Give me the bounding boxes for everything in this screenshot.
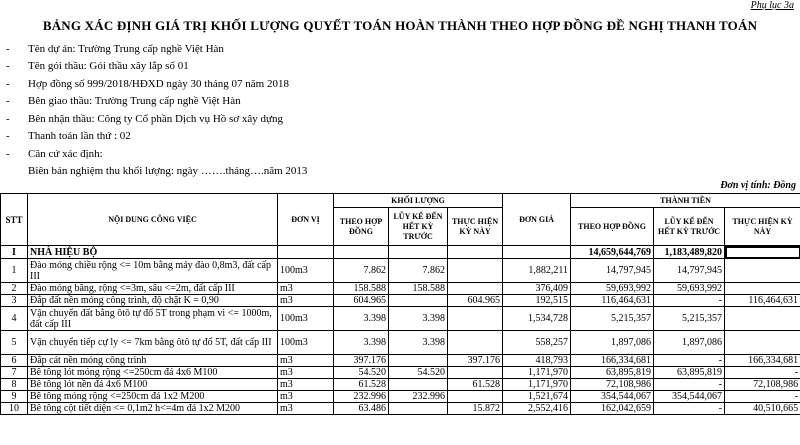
row-unit-price[interactable]: 192,515 xyxy=(503,295,571,307)
row-amt-this[interactable]: 166,334,681 xyxy=(725,355,800,367)
row-stt[interactable]: 9 xyxy=(1,391,28,403)
table-row xyxy=(1,307,800,331)
row-unit[interactable]: 100m3 xyxy=(278,307,334,331)
row-amt-this[interactable]: 40,510,665 xyxy=(725,403,800,415)
row-amt-contract[interactable]: 162,042,659 xyxy=(571,403,654,415)
row-vol-this[interactable] xyxy=(448,307,503,331)
bullet-dash: - xyxy=(6,95,10,108)
row-vol-prev[interactable]: 158.588 xyxy=(389,283,448,295)
row-amt-prev[interactable]: 63,895,819 xyxy=(654,367,725,379)
row-vol-this[interactable] xyxy=(448,283,503,295)
row-vol-this[interactable]: 397.176 xyxy=(448,355,503,367)
row-unit[interactable]: m3 xyxy=(278,379,334,391)
row-vol-contract[interactable]: 604.965 xyxy=(334,295,389,307)
bullet-dash: - xyxy=(6,42,10,55)
row-vol-contract[interactable]: 232.996 xyxy=(334,391,389,403)
header-stt: STT xyxy=(1,194,28,246)
info-row xyxy=(6,58,307,76)
row-description[interactable]: Đào móng chiều rộng <= 10m bằng máy đào 0,8m3, đất cấp III xyxy=(28,259,278,283)
row-amt-this[interactable] xyxy=(725,307,800,331)
info-row xyxy=(6,163,307,181)
table-row xyxy=(1,295,800,307)
row-vol-this[interactable] xyxy=(448,259,503,283)
row-amt-contract[interactable]: 116,464,631 xyxy=(571,295,654,307)
row-amt-prev[interactable]: 5,215,357 xyxy=(654,307,725,331)
row-vol-this[interactable] xyxy=(448,367,503,379)
row-vol-prev[interactable]: 54.520 xyxy=(389,367,448,379)
row-vol-this[interactable]: 15.872 xyxy=(448,403,503,415)
info-text: Biên bản nghiệm thu khối lượng: ngày …….tháng….năm 2013 xyxy=(28,165,308,178)
row-unit-price[interactable]: 1,882,211 xyxy=(503,259,571,283)
row-vol-this[interactable]: 61.528 xyxy=(448,379,503,391)
row-amt-prev[interactable]: 354,544,067 xyxy=(654,391,725,403)
info-row xyxy=(6,40,307,58)
row-vol-contract[interactable]: 61.528 xyxy=(334,379,389,391)
table-row xyxy=(1,283,800,295)
row-amt-this[interactable] xyxy=(725,331,800,355)
table-cell[interactable] xyxy=(389,246,448,259)
row-vol-prev[interactable] xyxy=(389,379,448,391)
row-description[interactable]: Bê tông cột tiết diện <= 0,1m2 h<=4m đá 1x2 M200 xyxy=(28,403,278,415)
row-stt[interactable]: 6 xyxy=(1,355,28,367)
row-unit-price[interactable]: 2,552,416 xyxy=(503,403,571,415)
row-amt-prev[interactable]: 14,797,945 xyxy=(654,259,725,283)
payment-table xyxy=(0,193,800,415)
section-stt[interactable]: I xyxy=(1,246,28,259)
section-row xyxy=(1,246,800,259)
row-vol-prev[interactable]: 7.862 xyxy=(389,259,448,283)
header-unit: ĐƠN VỊ xyxy=(278,194,334,246)
header-amt-this: THỰC HIỆN KỲ NÀY xyxy=(725,208,800,246)
table-row xyxy=(1,379,800,391)
header-vol-this: THỰC HIỆN KỲ NÀY xyxy=(448,208,503,246)
row-amt-contract[interactable]: 63,895,819 xyxy=(571,367,654,379)
row-stt[interactable]: 10 xyxy=(1,403,28,415)
row-stt[interactable]: 1 xyxy=(1,259,28,283)
row-description[interactable]: Đắp cát nền móng công trình xyxy=(28,355,278,367)
row-amt-this[interactable]: 72,108,986 xyxy=(725,379,800,391)
row-amt-prev[interactable]: 1,897,086 xyxy=(654,331,725,355)
row-vol-this[interactable] xyxy=(448,391,503,403)
currency-unit-note: Đơn vị tính: Đồng xyxy=(720,180,796,191)
header-amount: THÀNH TIỀN xyxy=(571,194,800,208)
row-vol-prev[interactable] xyxy=(389,403,448,415)
row-amt-prev[interactable]: - xyxy=(654,295,725,307)
info-row xyxy=(6,75,307,93)
header-volume: KHỐI LƯỢNG xyxy=(334,194,503,208)
section-amt-prev[interactable]: 1,183,489,820 xyxy=(654,246,725,259)
row-stt[interactable]: 5 xyxy=(1,331,28,355)
section-amt-contract[interactable]: 14,659,644,769 xyxy=(571,246,654,259)
row-stt[interactable]: 4 xyxy=(1,307,28,331)
bullet-dash: - xyxy=(6,112,10,125)
row-unit[interactable]: m3 xyxy=(278,367,334,379)
row-amt-this[interactable]: - xyxy=(725,367,800,379)
row-amt-contract[interactable]: 1,897,086 xyxy=(571,331,654,355)
row-amt-contract[interactable]: 14,797,945 xyxy=(571,259,654,283)
row-unit[interactable]: 100m3 xyxy=(278,259,334,283)
row-unit-price[interactable]: 1,521,674 xyxy=(503,391,571,403)
header-vol-contract: THEO HỢP ĐỒNG xyxy=(334,208,389,246)
row-amt-contract[interactable]: 59,693,992 xyxy=(571,283,654,295)
row-amt-prev[interactable]: - xyxy=(654,355,725,367)
document-title: BẢNG XÁC ĐỊNH GIÁ TRỊ KHỐI LƯỢNG QUYẾT TOÁN HOÀN THÀNH THEO HỢP ĐỒNG ĐỀ NGHỊ THANH TOÁN xyxy=(42,18,758,33)
header-content: NỘI DUNG CÔNG VIỆC xyxy=(28,194,278,246)
row-vol-this[interactable] xyxy=(448,331,503,355)
row-description[interactable]: Đắp đất nền móng công trình, độ chặt K = 0,90 xyxy=(28,295,278,307)
info-row xyxy=(6,145,307,163)
row-amt-contract[interactable]: 166,334,681 xyxy=(571,355,654,367)
section-name[interactable]: NHÀ HIỆU BỘ xyxy=(28,246,278,259)
row-vol-prev[interactable] xyxy=(389,355,448,367)
table-cell[interactable] xyxy=(503,246,571,259)
row-unit[interactable]: m3 xyxy=(278,283,334,295)
row-vol-contract[interactable]: 7.862 xyxy=(334,259,389,283)
row-unit[interactable]: m3 xyxy=(278,391,334,403)
table-cell[interactable] xyxy=(334,246,389,259)
row-unit-price[interactable]: 1,171,970 xyxy=(503,379,571,391)
bullet-dash: - xyxy=(6,60,10,73)
info-text: Căn cứ xác định: xyxy=(28,147,103,160)
row-description[interactable]: Bê tông lót móng rộng <=250cm đá 4x6 M100 xyxy=(28,367,278,379)
row-unit[interactable]: m3 xyxy=(278,403,334,415)
row-unit-price[interactable]: 376,409 xyxy=(503,283,571,295)
row-vol-contract[interactable]: 158.588 xyxy=(334,283,389,295)
row-unit-price[interactable]: 558,257 xyxy=(503,331,571,355)
row-vol-this[interactable]: 604.965 xyxy=(448,295,503,307)
row-description[interactable]: Đào móng băng, rộng <=3m, sâu <=2m, đất cấp III xyxy=(28,283,278,295)
row-description[interactable]: Vận chuyển đất bằng ôtô tự đổ 5T trong phạm vi <= 1000m, đất cấp III xyxy=(28,307,278,331)
row-amt-contract[interactable]: 72,108,986 xyxy=(571,379,654,391)
header-vol-prev: LŨY KẾ ĐẾN HẾT KỲ TRƯỚC xyxy=(389,208,448,246)
row-amt-prev[interactable]: - xyxy=(654,379,725,391)
row-amt-this[interactable] xyxy=(725,283,800,295)
selected-cell[interactable] xyxy=(725,246,800,259)
row-amt-contract[interactable]: 5,215,357 xyxy=(571,307,654,331)
table-row xyxy=(1,391,800,403)
row-unit-price[interactable]: 418,793 xyxy=(503,355,571,367)
header-price: ĐƠN GIÁ xyxy=(503,194,571,246)
row-vol-prev[interactable]: 232.996 xyxy=(389,391,448,403)
row-amt-this[interactable]: 116,464,631 xyxy=(725,295,800,307)
info-text: Bên giao thầu: Trường Trung cấp nghề Việt Hàn xyxy=(28,95,241,108)
table-row xyxy=(1,355,800,367)
row-vol-prev[interactable]: 3.398 xyxy=(389,331,448,355)
info-row xyxy=(6,110,307,128)
info-row xyxy=(6,128,307,146)
bullet-dash: - xyxy=(6,77,10,90)
row-amt-contract[interactable]: 354,544,067 xyxy=(571,391,654,403)
row-vol-prev[interactable]: 3.398 xyxy=(389,307,448,331)
row-amt-this[interactable] xyxy=(725,259,800,283)
table-cell[interactable] xyxy=(278,246,334,259)
row-unit-price[interactable]: 1,171,970 xyxy=(503,367,571,379)
row-amt-this[interactable]: - xyxy=(725,391,800,403)
info-text: Hợp đồng số 999/2018/HĐXD ngày 30 tháng 07 năm 2018 xyxy=(28,77,289,90)
project-info xyxy=(6,40,307,180)
table-cell[interactable] xyxy=(448,246,503,259)
info-text: Bên nhận thầu: Công ty Cổ phần Dịch vụ Hồ sơ xây dựng xyxy=(28,112,283,125)
appendix-label: Phụ lục 3a xyxy=(750,0,794,11)
row-amt-prev[interactable]: 59,693,992 xyxy=(654,283,725,295)
row-vol-prev[interactable] xyxy=(389,295,448,307)
row-stt[interactable]: 7 xyxy=(1,367,28,379)
row-amt-prev[interactable]: - xyxy=(654,403,725,415)
info-text: Thanh toán lần thứ : 02 xyxy=(28,130,131,143)
table-row xyxy=(1,367,800,379)
row-vol-contract[interactable]: 3.398 xyxy=(334,307,389,331)
bullet-dash: - xyxy=(6,147,10,160)
row-unit[interactable]: m3 xyxy=(278,295,334,307)
row-stt[interactable]: 2 xyxy=(1,283,28,295)
row-unit[interactable]: 100m3 xyxy=(278,331,334,355)
row-stt[interactable]: 8 xyxy=(1,379,28,391)
row-description[interactable]: Bê tông lót nền đá 4x6 M100 xyxy=(28,379,278,391)
table-row xyxy=(1,403,800,415)
row-vol-contract[interactable]: 63.486 xyxy=(334,403,389,415)
table-row xyxy=(1,259,800,283)
header-amt-contract: THEO HỢP ĐỒNG xyxy=(571,208,654,246)
bullet-dash: - xyxy=(6,130,10,143)
info-text: Tên dự án: Trường Trung cấp nghề Việt Hàn xyxy=(28,42,224,55)
table-row xyxy=(1,331,800,355)
row-vol-contract[interactable]: 54.520 xyxy=(334,367,389,379)
row-stt[interactable]: 3 xyxy=(1,295,28,307)
row-description[interactable]: Vận chuyển tiếp cự ly <= 7km bằng ôtô tự đổ 5T, đất cấp III xyxy=(28,331,278,355)
row-unit[interactable]: m3 xyxy=(278,355,334,367)
info-row xyxy=(6,93,307,111)
info-text: Tên gói thầu: Gói thầu xây lắp số 01 xyxy=(28,60,189,73)
header-amt-prev: LŨY KẾ ĐẾN HẾT KỲ TRƯỚC xyxy=(654,208,725,246)
row-description[interactable]: Bê tông móng rộng <=250cm đá 1x2 M200 xyxy=(28,391,278,403)
row-vol-contract[interactable]: 3.398 xyxy=(334,331,389,355)
row-unit-price[interactable]: 1,534,728 xyxy=(503,307,571,331)
row-vol-contract[interactable]: 397.176 xyxy=(334,355,389,367)
